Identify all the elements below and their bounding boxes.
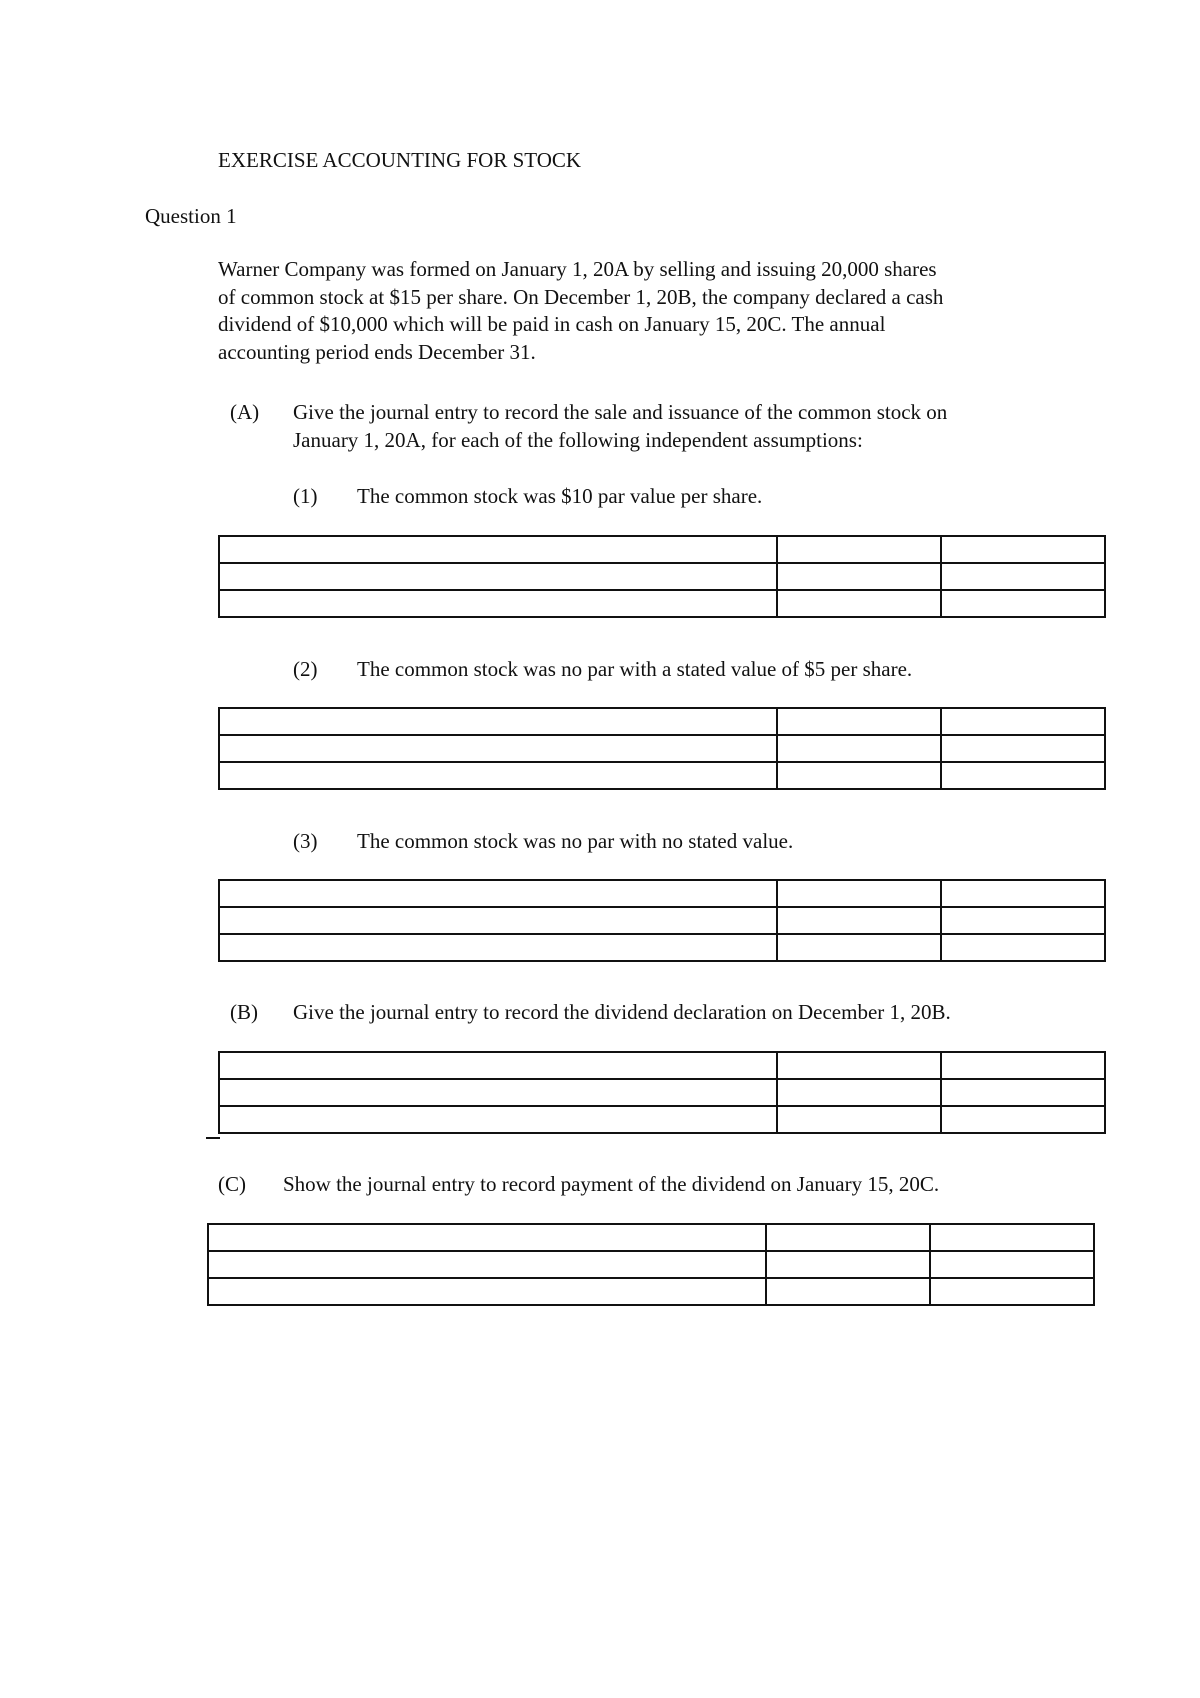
table-row xyxy=(208,1278,1094,1305)
part-c-text: Show the journal entry to record payment of the dividend on January 15, 20C. xyxy=(283,1172,940,1196)
account-cell[interactable] xyxy=(219,934,777,961)
journal-entry-table-b xyxy=(218,1051,1106,1134)
journal-entry-table-a3 xyxy=(218,879,1106,962)
table-row xyxy=(219,708,1105,735)
account-cell[interactable] xyxy=(219,880,777,907)
credit-cell[interactable] xyxy=(941,1079,1105,1106)
item-3-label: (3) xyxy=(293,829,318,853)
credit-cell[interactable] xyxy=(941,1106,1105,1133)
debit-cell[interactable] xyxy=(766,1278,930,1305)
account-cell[interactable] xyxy=(219,762,777,789)
debit-cell[interactable] xyxy=(777,590,941,617)
account-cell[interactable] xyxy=(219,590,777,617)
account-cell[interactable] xyxy=(219,1079,777,1106)
table-row xyxy=(219,934,1105,961)
credit-cell[interactable] xyxy=(930,1224,1094,1251)
credit-cell[interactable] xyxy=(941,907,1105,934)
table-row xyxy=(219,590,1105,617)
table-row xyxy=(219,762,1105,789)
part-a-line: January 1, 20A, for each of the following independent assumptions: xyxy=(293,428,863,452)
journal-entry-table-a1 xyxy=(218,535,1106,618)
credit-cell[interactable] xyxy=(941,590,1105,617)
part-a-label: (A) xyxy=(230,400,260,424)
credit-cell[interactable] xyxy=(941,708,1105,735)
table-row xyxy=(219,735,1105,762)
account-cell[interactable] xyxy=(208,1278,766,1305)
credit-cell[interactable] xyxy=(941,880,1105,907)
part-b-text: Give the journal entry to record the dividend declaration on December 1, 20B. xyxy=(293,1000,951,1024)
table-row xyxy=(219,907,1105,934)
credit-cell[interactable] xyxy=(941,735,1105,762)
table-row xyxy=(219,880,1105,907)
debit-cell[interactable] xyxy=(777,563,941,590)
debit-cell[interactable] xyxy=(777,880,941,907)
debit-cell[interactable] xyxy=(777,907,941,934)
account-cell[interactable] xyxy=(208,1224,766,1251)
part-b-label: (B) xyxy=(230,1000,258,1024)
table-row xyxy=(219,536,1105,563)
problem-line: dividend of $10,000 which will be paid in cash on January 15, 20C. The annual xyxy=(218,312,886,336)
debit-cell[interactable] xyxy=(777,934,941,961)
item-1-text: The common stock was $10 par value per share. xyxy=(357,484,763,508)
item-2-text: The common stock was no par with a stated value of $5 per share. xyxy=(357,657,913,681)
table-row xyxy=(219,1079,1105,1106)
credit-cell[interactable] xyxy=(941,762,1105,789)
question-label: Question 1 xyxy=(145,204,237,228)
debit-cell[interactable] xyxy=(777,1106,941,1133)
debit-cell[interactable] xyxy=(777,762,941,789)
account-cell[interactable] xyxy=(219,735,777,762)
document-title: EXERCISE ACCOUNTING FOR STOCK xyxy=(218,148,582,172)
credit-cell[interactable] xyxy=(930,1278,1094,1305)
problem-line: of common stock at $15 per share. On December 1, 20B, the company declared a cash xyxy=(218,284,944,309)
part-a-line: Give the journal entry to record the sale and issuance of the common stock on xyxy=(293,400,948,424)
table-row xyxy=(219,563,1105,590)
account-cell[interactable] xyxy=(219,708,777,735)
debit-cell[interactable] xyxy=(777,708,941,735)
table-row xyxy=(208,1251,1094,1278)
account-cell[interactable] xyxy=(208,1251,766,1278)
debit-cell[interactable] xyxy=(766,1224,930,1251)
debit-cell[interactable] xyxy=(766,1251,930,1278)
debit-cell[interactable] xyxy=(777,735,941,762)
credit-cell[interactable] xyxy=(941,563,1105,590)
debit-cell[interactable] xyxy=(777,1052,941,1079)
journal-entry-table-a2 xyxy=(218,707,1106,790)
table-underline-tick xyxy=(206,1137,220,1139)
account-cell[interactable] xyxy=(219,563,777,590)
account-cell[interactable] xyxy=(219,1052,777,1079)
credit-cell[interactable] xyxy=(941,536,1105,563)
journal-entry-table-c xyxy=(207,1223,1095,1306)
problem-line: Warner Company was formed on January 1, 20A by selling and issuing 20,000 shares xyxy=(218,257,937,281)
item-1-label: (1) xyxy=(293,484,318,508)
table-row xyxy=(208,1224,1094,1251)
credit-cell[interactable] xyxy=(941,934,1105,961)
table-row xyxy=(219,1052,1105,1079)
credit-cell[interactable] xyxy=(930,1251,1094,1278)
problem-statement xyxy=(218,256,1078,366)
debit-cell[interactable] xyxy=(777,536,941,563)
credit-cell[interactable] xyxy=(941,1052,1105,1079)
account-cell[interactable] xyxy=(219,536,777,563)
item-3-text: The common stock was no par with no stated value. xyxy=(357,829,794,853)
account-cell[interactable] xyxy=(219,907,777,934)
item-2-label: (2) xyxy=(293,657,318,681)
table-row xyxy=(219,1106,1105,1133)
problem-line: accounting period ends December 31. xyxy=(218,339,536,364)
debit-cell[interactable] xyxy=(777,1079,941,1106)
account-cell[interactable] xyxy=(219,1106,777,1133)
part-c-label: (C) xyxy=(218,1172,246,1196)
